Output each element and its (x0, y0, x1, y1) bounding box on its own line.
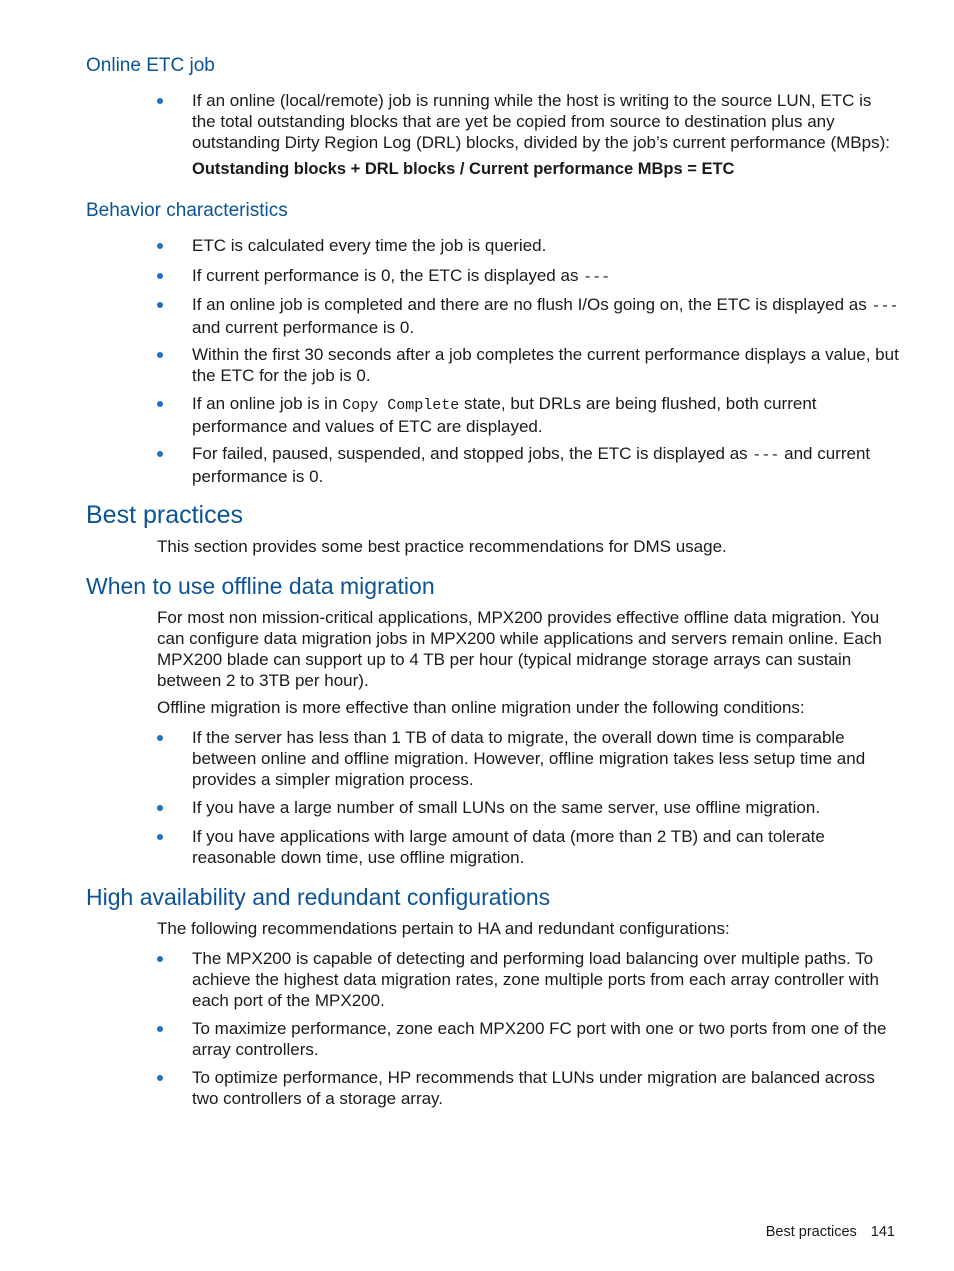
heading-offline-migration: When to use offline data migration (86, 573, 435, 599)
list-item-text: To optimize performance, HP recommends that LUNs under migration are balanced across two controllers of a storage array. (192, 1068, 875, 1108)
bullet-icon (157, 1075, 163, 1081)
bullet-icon (157, 735, 163, 741)
bullet-icon (157, 451, 163, 457)
best-practices-intro: This section provides some best practice recommendations for DMS usage. (157, 537, 727, 556)
bullet-icon (157, 834, 163, 840)
list-item-text: For failed, paused, suspended, and stopped jobs, the ETC is displayed as --- and current performance is 0. (192, 444, 871, 486)
ha-intro: The following recommendations pertain to HA and redundant configurations: (157, 919, 730, 938)
heading-high-availability: High availability and redundant configurations (86, 884, 551, 910)
code-text: --- (871, 298, 899, 315)
list-item-text: If an online job is in Copy Complete state, but DRLs are being flushed, both current performance and values of ETC are displayed. (192, 394, 817, 436)
bullet-icon (157, 273, 163, 279)
list-item-text: If an online job is completed and there are no flush I/Os going on, the ETC is displayed as --- and current performance is 0. (192, 295, 899, 337)
list-item-text: The MPX200 is capable of detecting and performing load balancing over multiple paths. To achieve the highest data migration rates, zone multiple ports from each array controller with each port of the MPX200. (192, 949, 879, 1010)
page-footer (766, 1222, 895, 1242)
bullet-icon (157, 98, 163, 104)
bullet-icon (157, 302, 163, 308)
offline-paragraph-1: For most non mission-critical applications, MPX200 provides effective offline data migration. You can configure data migration jobs in MPX200 while applications and servers remain online. Each MPX200 blade can support up to 4 TB per hour (typical midrange storage arrays can sustain between 2 to 3TB per hour). (157, 608, 882, 690)
offline-paragraph-2: Offline migration is more effective than online migration under the following conditions: (157, 698, 805, 717)
list-item-text: ETC is calculated every time the job is queried. (192, 236, 547, 255)
bullet-icon (157, 1026, 163, 1032)
list-item-text: If you have applications with large amount of data (more than 2 TB) and can tolerate reasonable down time, use offline migration. (192, 827, 825, 867)
bullet-icon (157, 243, 163, 249)
list-item-text: If an online (local/remote) job is running while the host is writing to the source LUN, ETC is the total outstanding blocks that are yet be copied from source to destination plus any outstanding Dirty Region Log (DRL) blocks, divided by the job’s current performance (MBps): (192, 91, 890, 152)
bullet-icon (157, 401, 163, 407)
bullet-icon (157, 956, 163, 962)
list-item-text: If you have a large number of small LUNs on the same server, use offline migration. (192, 798, 821, 817)
etc-formula: Outstanding blocks + DRL blocks / Current performance MBps = ETC (192, 160, 735, 178)
footer-section-title: Best practices (765, 1224, 857, 1240)
list-item-text: If the server has less than 1 TB of data to migrate, the overall down time is comparable between online and offline migration. However, offline migration takes less setup time and provides a simpler migration process. (192, 728, 866, 789)
page-number: 141 (870, 1224, 895, 1240)
heading-best-practices: Best practices (86, 501, 244, 529)
heading-behavior-characteristics: Behavior characteristics (86, 200, 288, 221)
list-item-text: Within the first 30 seconds after a job completes the current performance displays a value, but the ETC for the job is 0. (192, 345, 899, 385)
code-text: --- (752, 447, 780, 464)
code-text: --- (583, 269, 611, 286)
bullet-icon (157, 805, 163, 811)
bullet-icon (157, 352, 163, 358)
list-item-text: To maximize performance, zone each MPX200 FC port with one or two ports from one of the array controllers. (192, 1019, 887, 1059)
heading-online-etc-job: Online ETC job (86, 55, 215, 76)
code-text: Copy Complete (342, 397, 460, 414)
list-item-text: If current performance is 0, the ETC is displayed as --- (192, 266, 611, 286)
